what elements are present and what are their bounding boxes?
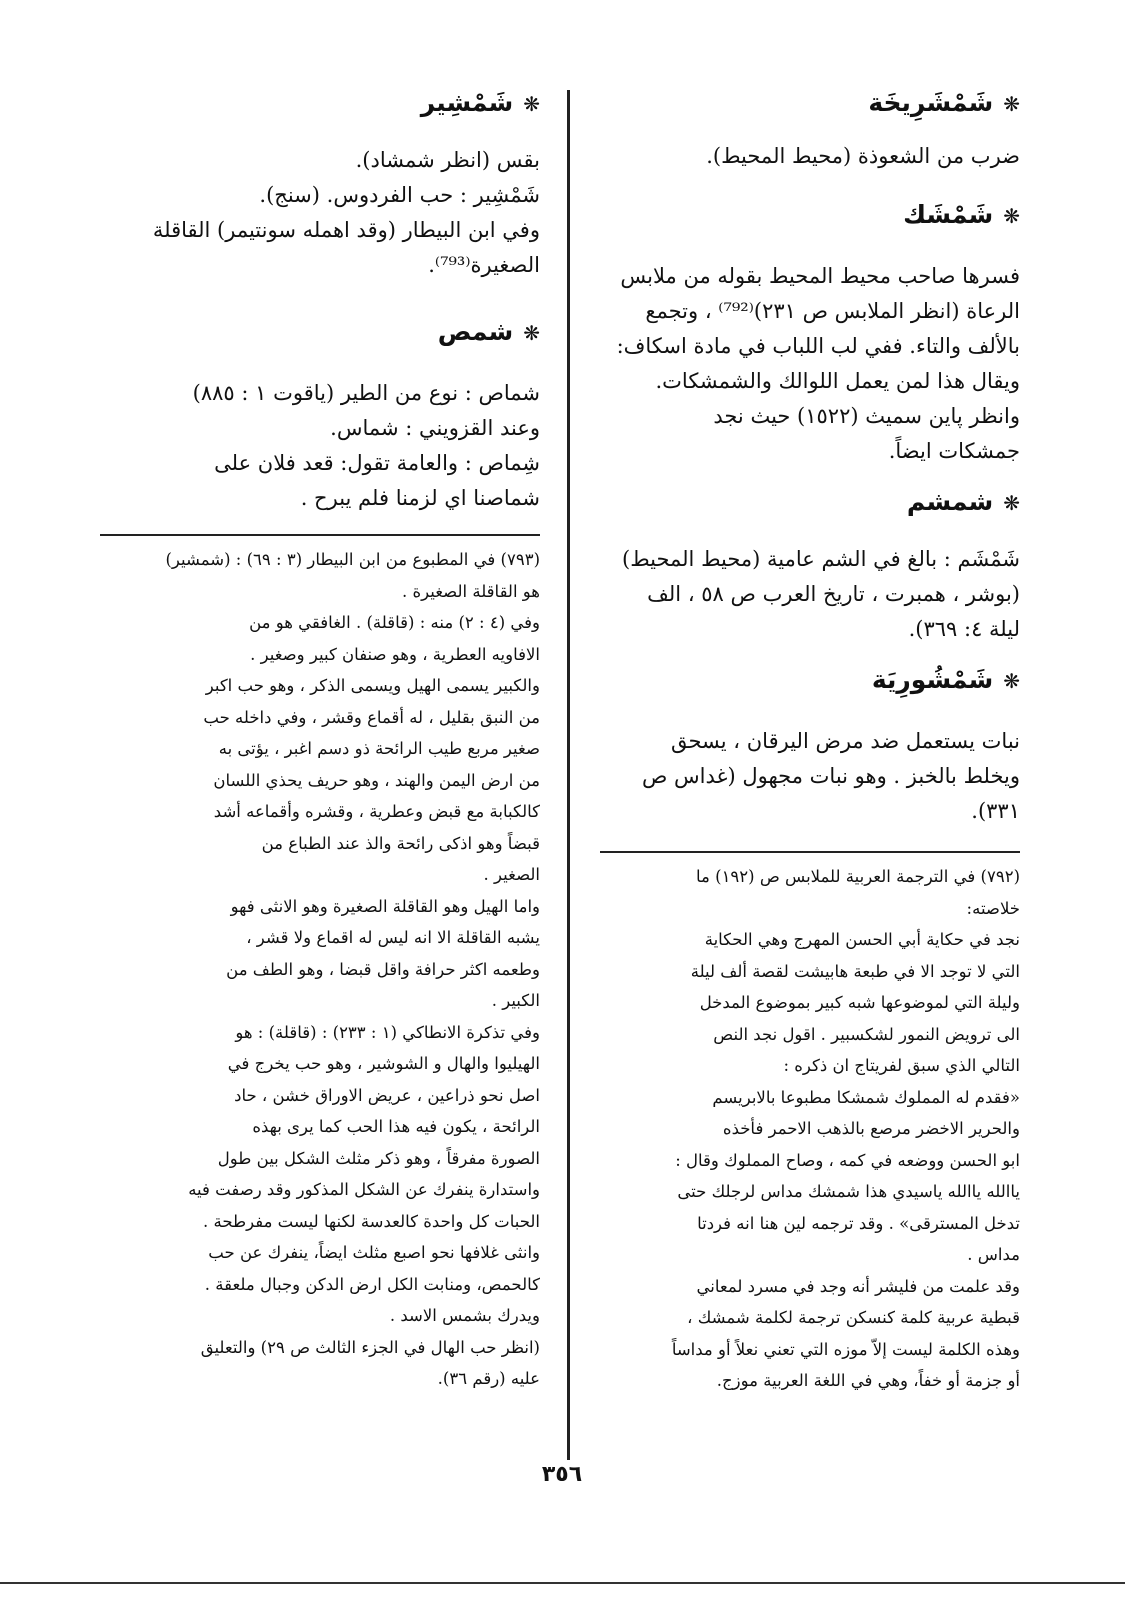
entry-body <box>100 143 540 283</box>
footnote-line: ياالله ياالله ياسيدي هذا شمشك مداس لرجلك حتى <box>677 1182 1020 1201</box>
footnote-line: قبضاً وهو اذكى رائحة والذ عند الطباع من <box>261 833 540 853</box>
entry-headword <box>600 88 1020 117</box>
text-line: الرعاة (انظر الملابس ص ٢٣١)⁽⁷⁹²⁾ ، وتجمع <box>645 299 1020 323</box>
footnote-line: الافاويه العطرية ، وهو صنفان كبير وصغير . <box>250 644 540 664</box>
headword-text: شَمْشِير <box>420 88 514 117</box>
footnote-line: اصل نحو ذراعين ، عريض الاوراق خشن ، حاد <box>234 1085 540 1105</box>
asterisk-icon: ❋ <box>1003 204 1020 228</box>
entry-body <box>600 259 1020 469</box>
footnote-line: كالكبابة مع قبض وعطرية ، وقشره وأقماعه أشد <box>213 802 540 821</box>
footnote-line: وليلة التي لموضوعها شبه كبير بموضوع المدخل <box>699 993 1020 1012</box>
footnote-line: (٧٩٢) في الترجمة العربية للملابس ص (١٩٢) ما <box>696 867 1020 886</box>
footnote-line: وهذه الكلمة ليست إلاّ موزه التي تعني نعلاً أو مداساً <box>671 1339 1020 1359</box>
entry-headword <box>100 88 540 117</box>
entry-headword <box>600 200 1020 229</box>
footnote-line: التالي الذي سبق لفريتاج ان ذكره : <box>783 1056 1020 1075</box>
footnote-792 <box>600 861 1020 1397</box>
footnote-line: الى ترويض النمور لشكسبير . اقول نجد النص <box>713 1024 1020 1044</box>
footnote-line: أو جزمة أو خفاً، وهي في اللغة العربية موزج. <box>716 1371 1020 1390</box>
footnote-line: واما الهيل وهو القاقلة الصغيرة وهو الانثى فهو <box>230 896 540 916</box>
text-line: ضرب من الشعوذة (محيط المحيط). <box>706 144 1020 168</box>
headword-text: شمص <box>437 317 514 346</box>
footnote-line: الحبات كل واحدة كالعدسة لكنها ليست مفرطحة . <box>203 1211 540 1231</box>
entry-headword <box>600 487 1020 516</box>
entry-body <box>600 139 1020 174</box>
text-line: ٣٣١). <box>971 799 1020 823</box>
footnote-line: الصغير . <box>483 865 540 884</box>
footnote-line: وفي تذكرة الانطاكي (١ : ٢٣٣) : (قاقلة) : هو <box>235 1022 540 1042</box>
footnote-line: كالحمص، ومنابت الكل ارض الدكن وجبال ملعقة . <box>204 1274 540 1294</box>
text-line: شَمْشَم : بالغ في الشم عامية (محيط المحيط) <box>622 547 1020 571</box>
footnote-line: الهيليوا والهال و الشوشير ، وهو حب يخرج في <box>227 1054 540 1073</box>
footnote-line: وقد علمت من فليشر أنه وجد في مسرد لمعاني <box>696 1276 1020 1296</box>
text-line: شماصنا اي لزمنا فلم يبرح . <box>300 486 540 510</box>
footnote-line: (٧٩٣) في المطبوع من ابن البيطار (٣ : ٦٩) : (شمشير) <box>165 550 540 569</box>
footnote-line: وطعمه اكثر حرافة واقل قبضا ، وهو الطف من <box>226 959 540 979</box>
footnote-line: «فقدم له المملوك شمشكا مطبوعا بالابريسم <box>712 1087 1020 1107</box>
right-column <box>600 80 1020 1397</box>
text-line: وعند القزويني : شماس. <box>330 416 540 440</box>
asterisk-icon: ❋ <box>1003 669 1020 693</box>
footnote-rule <box>600 851 1020 853</box>
footnote-793 <box>100 544 540 1395</box>
footnote-line: ويدرك بشمس الاسد . <box>389 1306 540 1325</box>
asterisk-icon: ❋ <box>1003 491 1020 515</box>
text-line: وفي ابن البيطار (وقد اهمله سونتيمر) القاقلة <box>152 218 540 242</box>
text-line: جمشكات ايضاً. <box>888 439 1020 463</box>
footnote-line: مداس . <box>967 1245 1020 1264</box>
headword-text: شَمْشُورِيَة <box>871 665 994 694</box>
footnote-line: (انظر حب الهال في الجزء الثالث ص ٢٩) والتعليق <box>200 1337 540 1357</box>
headword-text: شَمْشَرِيخَة <box>868 88 994 117</box>
asterisk-icon: ❋ <box>1003 92 1020 116</box>
footnote-line: تدخل المسترقى» . وقد ترجمه لين هنا انه فردتا <box>697 1213 1020 1233</box>
footnote-line: الصورة مفرقاً ، وهو ذكر مثلث الشكل بين طول <box>217 1148 540 1168</box>
text-line: شِماص : والعامة تقول: قعد فلان على <box>214 451 540 475</box>
footnote-line: واستدارة ينفرك عن الشكل المذكور وقد رصفت فيه <box>188 1180 540 1199</box>
text-line: شماص : نوع من الطير (ياقوت ١ : ٨٨٥) <box>192 381 540 405</box>
entry-headword <box>600 665 1020 694</box>
column-divider <box>567 90 570 1460</box>
entry-body <box>600 724 1020 829</box>
footnote-line: الرائحة ، يكون فيه هذا الحب كما يرى بهذه <box>252 1117 540 1136</box>
footnote-line: هو القاقلة الصغيرة . <box>402 581 540 601</box>
footnote-line: صغير مربع طيب الرائحة ذو دسم اغبر ، يؤتى به <box>218 739 540 758</box>
text-line: الصغيرة⁽⁷⁹³⁾. <box>428 253 540 277</box>
footnote-line: قبطية عربية كلمة كنسكن ترجمة لكلمة شمشك ، <box>687 1308 1020 1327</box>
footnote-line: نجد في حكاية أبي الحسن المهرج وهي الحكاية <box>704 930 1020 949</box>
footnote-line: والحرير الاخضر مرصع بالذهب الاحمر فأخذه <box>722 1119 1020 1138</box>
footnote-line: من النبق بقليل ، له أقماع وقشر ، وفي داخله حب <box>203 707 540 727</box>
headword-text: شَمْشَك <box>903 200 994 229</box>
text-line: نبات يستعمل ضد مرض اليرقان ، يسحق <box>670 729 1020 753</box>
text-line: وانظر پاين سميث (١٥٢٢) حيث نجد <box>713 404 1020 428</box>
footnote-line: من ارض اليمن والهند ، وهو حريف يحذي اللسان <box>213 770 540 790</box>
footnote-line: خلاصته: <box>966 898 1020 918</box>
footnote-line: والكبير يسمى الهيل ويسمى الذكر ، وهو حب اكبر <box>205 676 540 695</box>
footnote-line: الكبير . <box>491 991 540 1010</box>
footnote-line: التي لا توجد الا في طبعة هابيشت لقصة ألف ليلة <box>690 961 1020 981</box>
text-line: فسرها صاحب محيط المحيط بقوله من ملابس <box>620 264 1020 288</box>
headword-text: شمشم <box>906 487 994 516</box>
entry-headword <box>100 317 540 346</box>
text-line: بالألف والتاء. ففي لب اللباب في مادة اسكاف: <box>616 334 1020 358</box>
text-line: ويقال هذا لمن يعمل اللوالك والشمشكات. <box>655 369 1020 393</box>
text-line: بقس (انظر شمشاد). <box>355 148 540 172</box>
text-line: ليلة ٤: ٣٦٩). <box>908 617 1020 641</box>
footnote-line: يشبه القاقلة الا انه ليس له اقماع ولا قشر ، <box>246 928 540 947</box>
left-column <box>100 80 540 1395</box>
footnote-line: وفي (٤ : ٢) منه : (قاقلة) . الغافقي هو من <box>249 613 540 632</box>
footnote-line: ابو الحسن ووضعه في كمه ، وصاح المملوك وقال : <box>675 1150 1020 1170</box>
text-line: ويخلط بالخبز . وهو نبات مجهول (غداس ص <box>641 764 1020 788</box>
footnote-line: عليه (رقم ٣٦). <box>437 1369 540 1388</box>
scan-edge-rule <box>0 1582 1125 1584</box>
text-line: (بوشر ، همبرت ، تاريخ العرب ص ٥٨ ، الف <box>647 582 1020 606</box>
footnote-line: وانثى غلافها نحو اصبع مثلث ايضاً، ينفرك عن حب <box>208 1243 540 1262</box>
asterisk-icon: ❋ <box>523 321 540 345</box>
footnote-rule <box>100 534 540 536</box>
entry-body <box>100 376 540 516</box>
page-number: ٣٥٦ <box>541 1462 583 1487</box>
entry-body <box>600 542 1020 647</box>
text-line: شَمْشِير : حب الفردوس. (سنج). <box>259 183 540 207</box>
asterisk-icon: ❋ <box>523 92 540 116</box>
